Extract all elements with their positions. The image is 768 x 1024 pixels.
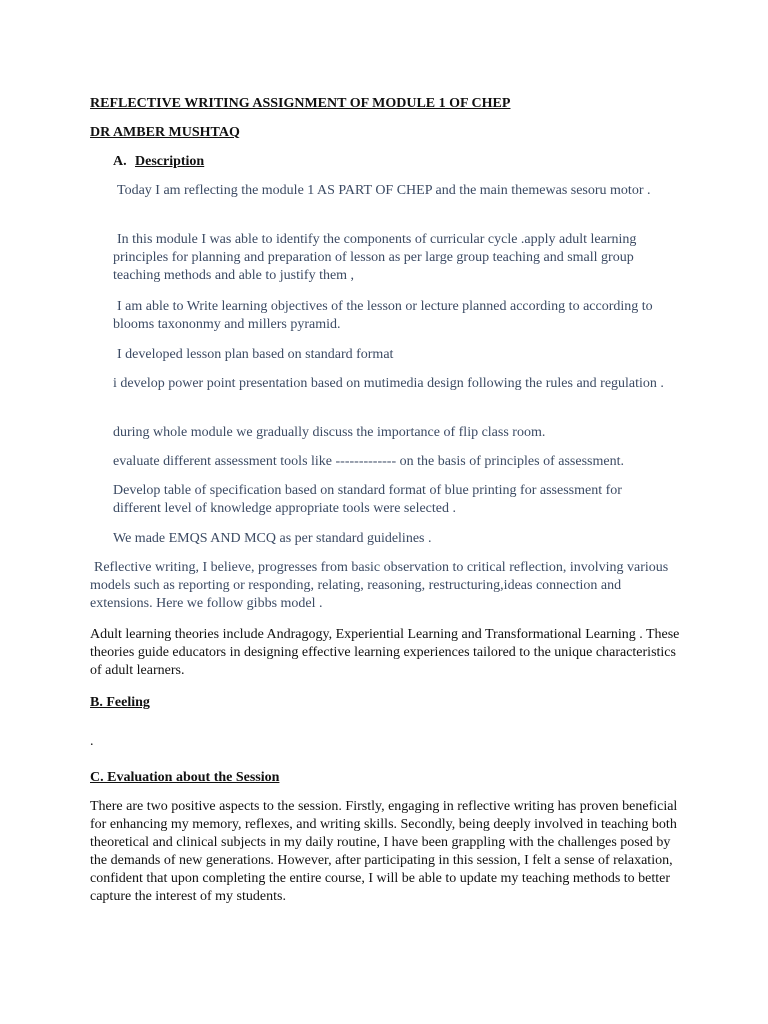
description-paragraph-5: i develop power point presentation based on mutimedia design following the rules and regulation .	[113, 376, 664, 391]
section-a-number: A.	[113, 154, 127, 169]
section-b-body: .	[90, 734, 94, 749]
description-paragraph-1: Today I am reflecting the module 1 AS PART OF CHEP and the main themewas sesoru motor .	[117, 183, 651, 198]
description-paragraph-9: We made EMQS AND MCQ as per standard guidelines .	[113, 531, 432, 546]
description-paragraph-8: Develop table of specification based on standard format of blue printing for assessment for different level of knowledge appropriate tools were selected .	[113, 483, 622, 516]
reflective-paragraph: Reflective writing, I believe, progresses from basic observation to critical reflection, involving various models such as reporting or responding, relating, reasoning, restructuring,ideas connection and extensions. Here we follow gibbs model .	[90, 560, 669, 611]
section-c-heading: C. Evaluation about the Session	[90, 770, 280, 785]
section-a-heading	[113, 153, 204, 171]
adult-learning-paragraph: Adult learning theories include Andragogy, Experiential Learning and Transformational Learning . These theories guide educators in designing effective learning experiences tailored to the unique characteristics of adult learners.	[90, 627, 680, 678]
document-title: REFLECTIVE WRITING ASSIGNMENT OF MODULE 1 OF CHEP	[90, 96, 511, 111]
author-name: DR AMBER MUSHTAQ	[90, 125, 240, 140]
section-c-body: There are two positive aspects to the session. Firstly, engaging in reflective writing has proven beneficial for enhancing my memory, reflexes, and writing skills. Secondly, being deeply involved in teaching both theoretical and clinical subjects in my daily routine, I have been grappling with the challenges posed by the demands of new generations. However, after participating in this session, I felt a sense of relaxation, confident that upon completing the entire course, I will be able to update my teaching methods to better capture the interest of my students.	[90, 799, 678, 904]
description-paragraph-2: In this module I was able to identify the components of curricular cycle .apply adult learning principles for planning and preparation of lesson as per large group teaching and small group teaching methods and able to justify them ,	[113, 232, 637, 283]
description-paragraph-3: I am able to Write learning objectives of the lesson or lecture planned according to according to blooms taxononmy and millers pyramid.	[113, 299, 653, 332]
description-paragraph-4: I developed lesson plan based on standard format	[117, 347, 394, 362]
description-paragraph-6: during whole module we gradually discuss the importance of flip class room.	[113, 425, 546, 440]
section-b-heading: B. Feeling	[90, 695, 150, 710]
section-a-title: Description	[135, 154, 205, 169]
description-paragraph-7: evaluate different assessment tools like ------------- on the basis of principles of assessment.	[113, 454, 624, 469]
